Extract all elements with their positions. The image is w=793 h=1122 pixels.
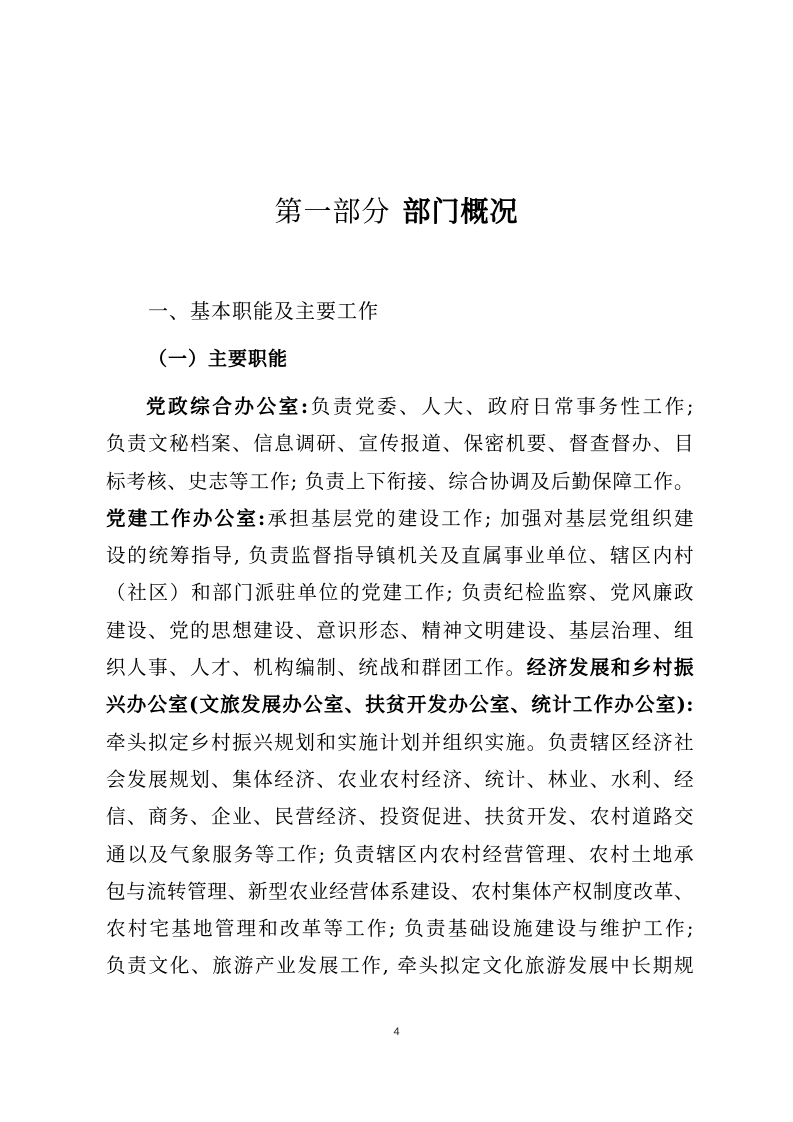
text-line — [106, 612, 694, 649]
text-line — [106, 649, 694, 686]
text-line — [106, 388, 694, 425]
office-name: 党建工作办公室: — [106, 506, 266, 530]
line-text: 标考核、史志等工作; 负责上下衔接、综合协调及后勤保障工作。 — [106, 469, 694, 493]
line-text: 牵头拟定乡村振兴规划和实施计划并组织实施。负责辖区经济社 — [106, 730, 694, 754]
body-paragraph — [106, 388, 694, 985]
line-text: 会发展规划、集体经济、农业农村经济、统计、林业、水利、经 — [106, 767, 694, 791]
office-name: 兴办公室(文旅发展办公室、扶贫开发办公室、统计工作办公室): — [106, 693, 694, 717]
line-text: 承担基层党的建设工作; 加强对基层党组织建 — [265, 506, 694, 530]
line-text: （社区）和部门派驻单位的党建工作; 负责纪检监察、党风廉政 — [106, 581, 694, 605]
section-heading: 一、基本职能及主要工作 — [148, 299, 379, 323]
office-name: 经济发展和乡村振 — [526, 656, 694, 680]
text-line — [106, 425, 694, 462]
text-line — [106, 947, 694, 984]
text-line — [106, 873, 694, 910]
title-part-name: 部门概况 — [402, 195, 519, 228]
text-line — [106, 798, 694, 835]
text-line — [106, 761, 694, 798]
line-text: 负责文化、旅游产业发展工作, 牵头拟定文化旅游发展中长期规 — [106, 954, 694, 978]
line-text: 包与流转管理、新型农业经营体系建设、农村集体产权制度改革、 — [106, 879, 694, 903]
line-text: 负责文秘档案、信息调研、宣传报道、保密机要、督查督办、目 — [106, 432, 694, 456]
text-line — [106, 836, 694, 873]
text-line — [106, 463, 694, 500]
text-line — [106, 574, 694, 611]
page-number: 4 — [393, 1026, 400, 1038]
text-line — [106, 686, 694, 723]
text-line — [106, 500, 694, 537]
line-text: 农村宅基地管理和改革等工作; 负责基础设施建设与维护工作; — [106, 917, 694, 941]
page-title — [0, 192, 793, 232]
text-line — [106, 724, 694, 761]
line-text: 建设、党的思想建设、意识形态、精神文明建设、基层治理、组 — [106, 618, 694, 642]
line-text: 通以及气象服务等工作; 负责辖区内农村经营管理、农村土地承 — [106, 842, 694, 866]
line-text: 设的统筹指导, 负责监督指导镇机关及直属事业单位、辖区内村 — [106, 544, 694, 568]
line-text: 负责党委、人大、政府日常事务性工作; — [308, 395, 694, 418]
line-text: 信、商务、企业、民营经济、投资促进、扶贫开发、农村道路交 — [106, 805, 694, 829]
text-line — [106, 910, 694, 947]
text-line — [106, 537, 694, 574]
line-text: 织人事、人才、机构编制、统战和群团工作。 — [106, 656, 527, 680]
title-part-label: 第一部分 — [274, 195, 391, 228]
subsection-heading: （一）主要职能 — [148, 348, 289, 370]
office-name: 党政综合办公室: — [146, 395, 309, 418]
